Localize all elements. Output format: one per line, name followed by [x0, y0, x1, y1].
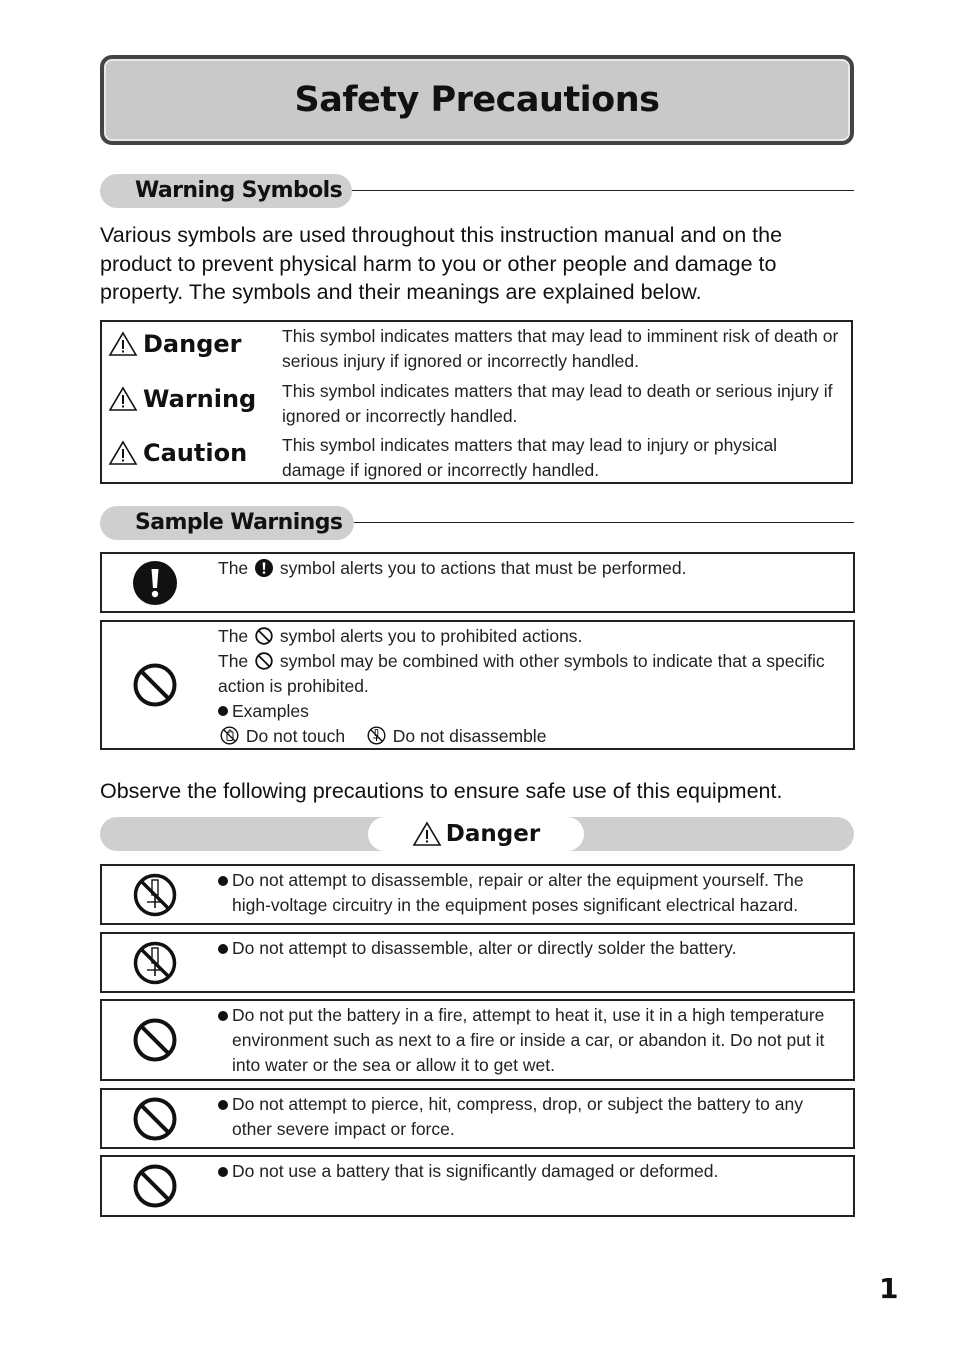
- sample-mandatory-box: The symbol alerts you to actions that must be performed.: [100, 552, 855, 613]
- examples-label: Examples: [232, 701, 309, 721]
- danger-item: Do not attempt to pierce, hit, compress, drop, or subject the battery to any other severe impact or force.: [100, 1088, 855, 1149]
- warning-triangle-icon: [108, 331, 138, 357]
- example-do-not-touch: Do not touch: [245, 726, 346, 746]
- warning-symbols-table: [100, 320, 853, 484]
- section-heading: Warning Symbols: [100, 174, 352, 208]
- symbol-row-warning: [102, 377, 851, 431]
- symbol-description: This symbol indicates matters that may lead to injury or physical damage if ignored or incorrectly handled.: [282, 435, 778, 480]
- prohibition-icon: [255, 652, 273, 670]
- prohibition-icon: [132, 1096, 178, 1142]
- bullet-icon: [218, 944, 228, 954]
- no-disassembly-icon: [132, 940, 178, 986]
- warning-triangle-icon: [412, 821, 442, 847]
- danger-item: Do not put the battery in a fire, attempt to heat it, use it in a high temperature environment such as next to a fire or inside a car, or abandon it. Do not put it into water or the sea or allow it to get wet.: [100, 999, 855, 1081]
- page-number: 1: [879, 1272, 899, 1305]
- section-heading: Sample Warnings: [100, 506, 354, 540]
- danger-item: Do not use a battery that is significantly damaged or deformed.: [100, 1155, 855, 1217]
- section-header-warning-symbols: [100, 174, 854, 210]
- divider: [352, 190, 854, 191]
- intro-paragraph: Various symbols are used throughout this instruction manual and on the product to prevent physical harm to you or other people and damage to property. The symbols and their meanings are explained below.: [100, 223, 783, 304]
- sample-prohibited-box: The symbol alerts you to prohibited actions. The symbol may be combined with other symbols to indicate that a specific action is prohibited. Examples Do not touch Do not disassemble: [100, 620, 855, 750]
- page-title: Safety Precautions: [294, 80, 660, 120]
- prohibition-icon: [132, 662, 178, 708]
- danger-item: Do not attempt to disassemble, alter or directly solder the battery.: [100, 932, 855, 993]
- section-header-sample-warnings: [100, 506, 854, 542]
- symbol-row-caution: [102, 431, 851, 485]
- mandatory-action-icon: [132, 560, 178, 606]
- example-do-not-disassemble: Do not disassemble: [392, 726, 547, 746]
- symbol-label: Caution: [143, 439, 248, 467]
- bullet-icon: [218, 1167, 228, 1177]
- prohibition-icon: [132, 1163, 178, 1209]
- symbol-description: This symbol indicates matters that may lead to imminent risk of death or serious injury if ignored or incorrectly handled.: [282, 326, 839, 371]
- danger-item: Do not attempt to disassemble, repair or alter the equipment yourself. The high-voltage circuitry in the equipment poses significant electrical hazard.: [100, 864, 855, 925]
- divider: [354, 522, 854, 523]
- danger-section-header: [100, 817, 854, 851]
- no-disassembly-icon: [367, 726, 386, 745]
- observe-instruction: Observe the following precautions to ensure safe use of this equipment.: [100, 779, 783, 803]
- warning-triangle-icon: [108, 440, 138, 466]
- bullet-icon: [218, 706, 228, 716]
- symbol-label: Warning: [143, 385, 257, 413]
- no-touch-icon: [220, 726, 239, 745]
- prohibition-icon: [132, 1017, 178, 1063]
- symbol-label: Danger: [143, 330, 242, 358]
- mandatory-action-icon: [255, 559, 273, 577]
- title-banner: [100, 55, 854, 145]
- danger-section-label: Danger: [445, 821, 541, 847]
- bullet-icon: [218, 1011, 228, 1021]
- bullet-icon: [218, 1100, 228, 1110]
- warning-triangle-icon: [108, 386, 138, 412]
- bullet-icon: [218, 876, 228, 886]
- symbol-row-danger: [102, 322, 851, 376]
- symbol-description: This symbol indicates matters that may lead to death or serious injury if ignored or incorrectly handled.: [282, 381, 833, 426]
- prohibition-icon: [255, 627, 273, 645]
- no-disassembly-icon: [132, 872, 178, 918]
